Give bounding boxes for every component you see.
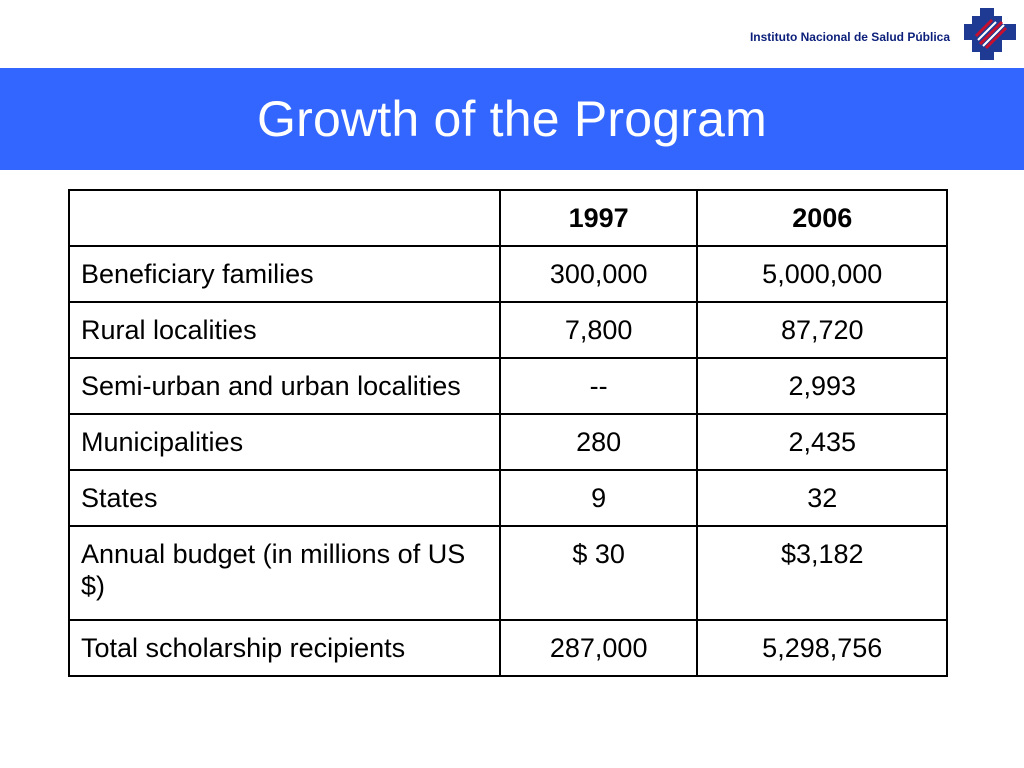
value-1997: 9 (500, 470, 698, 526)
header-cell-empty (69, 190, 500, 246)
growth-table (68, 189, 948, 677)
logo-graphic (962, 6, 1018, 62)
value-2006: 5,298,756 (697, 620, 947, 676)
header-cell-1997: 1997 (500, 190, 698, 246)
table-row (69, 470, 947, 526)
table-row (69, 358, 947, 414)
table-header-row (69, 190, 947, 246)
row-label: Total scholarship recipients (69, 620, 500, 676)
table-row (69, 620, 947, 676)
value-1997: 280 (500, 414, 698, 470)
value-1997: 287,000 (500, 620, 698, 676)
value-1997: $ 30 (500, 526, 698, 620)
row-label: Rural localities (69, 302, 500, 358)
table-row (69, 414, 947, 470)
institution-name: Instituto Nacional de Salud Pública (749, 30, 950, 44)
institution-logo-icon (962, 6, 1018, 62)
row-label: Municipalities (69, 414, 500, 470)
value-1997: -- (500, 358, 698, 414)
value-2006: 2,435 (697, 414, 947, 470)
title-band (0, 68, 1024, 170)
row-label: States (69, 470, 500, 526)
table-row (69, 526, 947, 620)
value-1997: 7,800 (500, 302, 698, 358)
value-2006: 2,993 (697, 358, 947, 414)
slide-title: Growth of the Program (257, 91, 767, 147)
row-label: Beneficiary families (69, 246, 500, 302)
value-2006: 5,000,000 (697, 246, 947, 302)
header-cell-2006: 2006 (697, 190, 947, 246)
value-2006: $3,182 (697, 526, 947, 620)
value-2006: 87,720 (697, 302, 947, 358)
table-row (69, 246, 947, 302)
table-row (69, 302, 947, 358)
row-label: Semi-urban and urban localities (69, 358, 500, 414)
value-1997: 300,000 (500, 246, 698, 302)
row-label: Annual budget (in millions of US $) (69, 526, 500, 620)
value-2006: 32 (697, 470, 947, 526)
